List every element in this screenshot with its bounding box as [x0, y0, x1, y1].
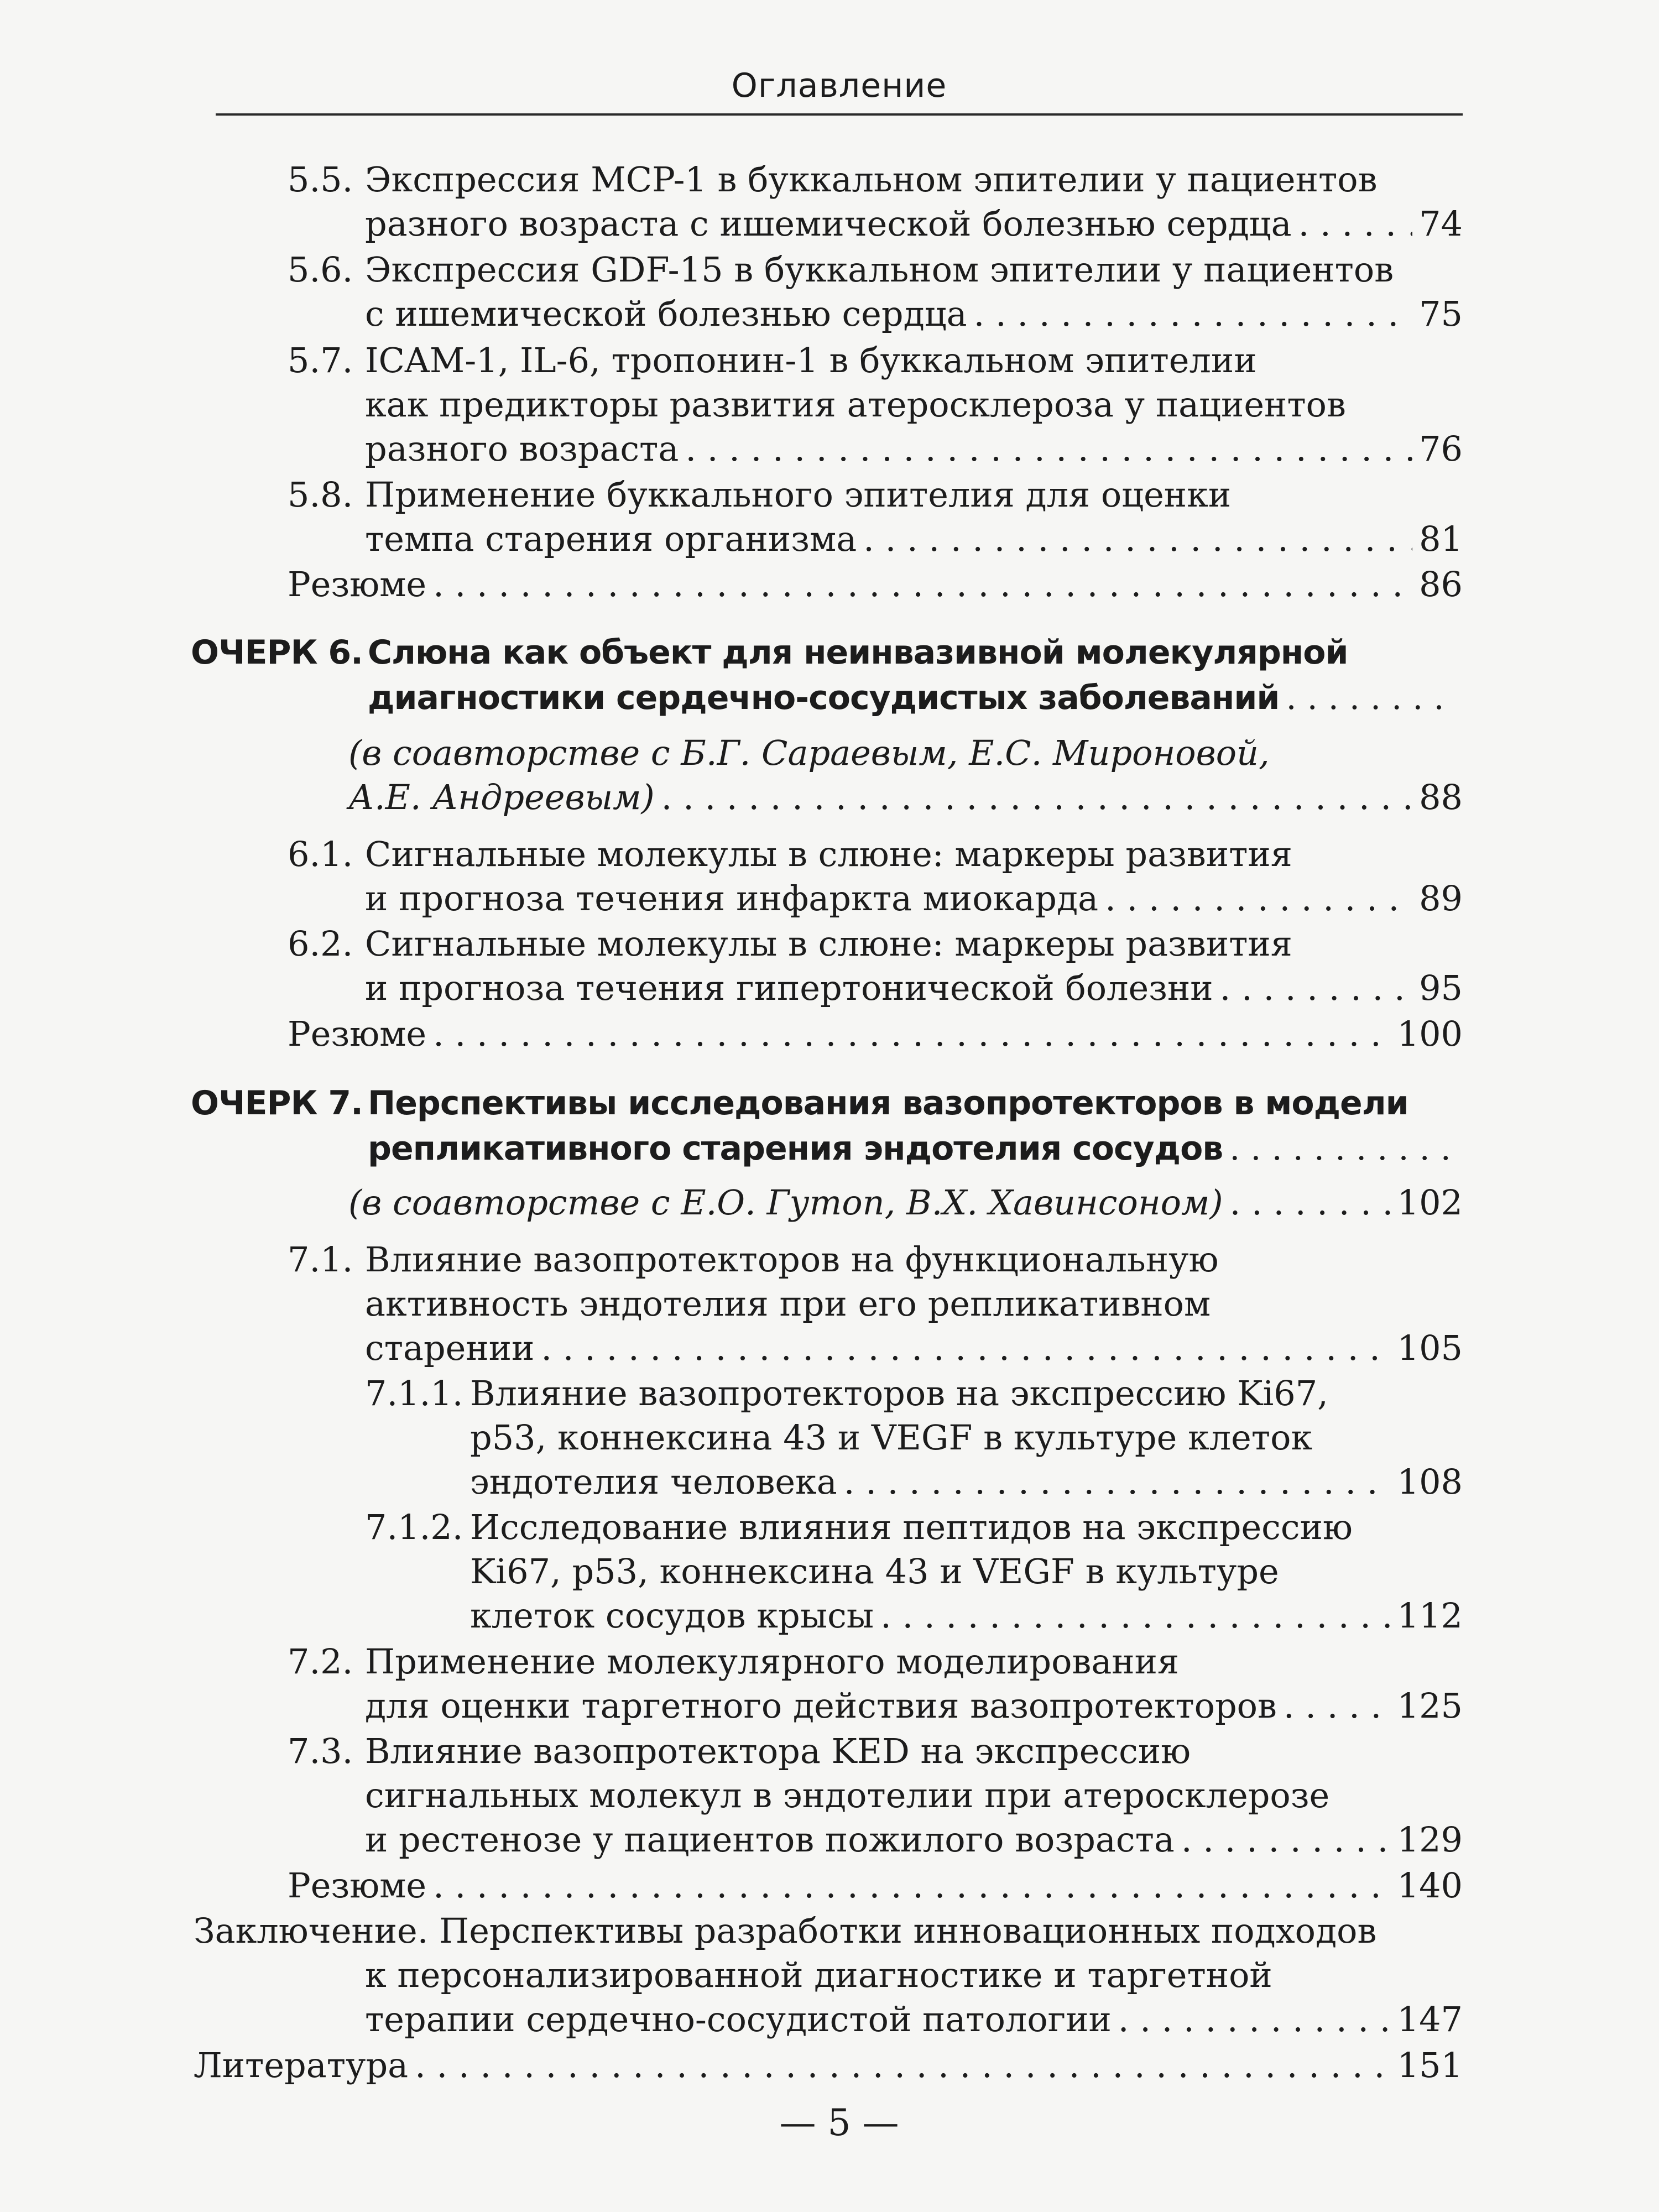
toc-entry-title: клеток сосудов крысы — [470, 1595, 874, 1636]
toc-entry-6-1-line-1[interactable] — [288, 832, 1463, 877]
essay-coauthors: (в соавторстве с Б.Г. Сараевым, Е.С. Мироновой, — [348, 733, 1270, 773]
toc-page-number: 89 — [1419, 878, 1463, 919]
toc-page-number: 74 — [1419, 204, 1463, 244]
toc-entry-number: 7.1.1. — [365, 1373, 463, 1413]
toc-entry-title: и прогноза течения инфаркта миокарда — [365, 878, 1099, 919]
toc-page-number: 86 — [1419, 564, 1463, 604]
toc-entry-title: Резюме — [288, 564, 427, 604]
toc-entry-title: p53, коннексина 43 и VEGF в культуре клеток — [470, 1417, 1313, 1458]
toc-entry-title: Применение буккального эпителия для оценки — [365, 474, 1232, 515]
toc-entry-title: активность эндотелия при его репликативном — [365, 1284, 1211, 1324]
toc-entry-title: сигнальных молекул в эндотелии при атеросклерозе — [365, 1775, 1330, 1815]
toc-entry-7-1-2-line-1[interactable] — [365, 1505, 1463, 1550]
toc-entry-title: Ki67, p53, коннексина 43 и VEGF в культуре — [470, 1551, 1279, 1592]
toc-page-number: 100 — [1397, 1014, 1463, 1054]
toc-entry-number: 5.6. — [288, 249, 353, 290]
toc-entry-number: 5.5. — [288, 159, 353, 200]
toc-entry-title: для оценки таргетного действия вазопротекторов — [365, 1686, 1277, 1726]
toc-page-number: 102 — [1397, 1182, 1463, 1223]
dot-leader — [1284, 1684, 1391, 1728]
essay-title: репликативного старения эндотелия сосудов — [368, 1129, 1223, 1168]
toc-essay-7-coauthors-1[interactable] — [348, 1181, 1463, 1225]
dot-leader — [974, 292, 1413, 336]
dot-leader — [1286, 676, 1456, 720]
essay-title: диагностики сердечно-сосудистых заболеваний — [368, 679, 1280, 717]
dot-leader — [1220, 966, 1412, 1010]
toc-page-number: 151 — [1397, 2045, 1463, 2085]
toc-page-number: 125 — [1397, 1686, 1463, 1726]
dot-leader — [863, 517, 1412, 561]
essay-title: Перспективы исследования вазопротекторов в модели — [368, 1084, 1408, 1123]
toc-entry-number: 5.8. — [288, 474, 353, 515]
toc-entry-number: 7.1.2. — [365, 1507, 463, 1547]
toc-page-number: 108 — [1397, 1462, 1463, 1502]
running-head: Оглавление — [731, 66, 947, 105]
toc-entry-title: Сигнальные молекулы в слюне: маркеры развития — [365, 834, 1292, 874]
toc-entry-summary-6[interactable] — [288, 1012, 1463, 1056]
dot-leader — [1229, 1126, 1456, 1171]
dot-leader — [433, 562, 1412, 607]
essay-label: ОЧЕРК 6. — [191, 633, 363, 672]
toc-page-number: 112 — [1397, 1595, 1463, 1636]
toc-essay-7-line-1[interactable] — [191, 1081, 1463, 1125]
toc-page-number: 147 — [1397, 1999, 1463, 2039]
toc-entry-5-6-line-1[interactable] — [288, 248, 1463, 292]
toc-essay-6-line-1[interactable] — [191, 630, 1463, 675]
toc-entry-title: Влияние вазопротектора KED на экспрессию — [365, 1731, 1191, 1771]
toc-entry-title: и прогноза течения гипертонической болезни — [365, 968, 1213, 1008]
toc-entry-title: Резюме — [288, 1865, 427, 1906]
toc-entry-6-2-line-1[interactable] — [288, 922, 1463, 966]
toc-essay-7-line-2[interactable] — [368, 1126, 1463, 1171]
toc-entry-5-8-line-1[interactable] — [288, 473, 1463, 517]
toc-page-number: 140 — [1397, 1865, 1463, 1906]
toc-entry-7-1-1-line-3[interactable] — [470, 1460, 1463, 1504]
toc-entry-5-7-line-2[interactable] — [365, 383, 1463, 427]
toc-essay-6-coauthors-1 — [348, 731, 1463, 775]
toc-entry-6-2-line-2[interactable] — [365, 966, 1463, 1010]
toc-entry-7-1-2-line-2[interactable] — [470, 1550, 1463, 1594]
toc-entry-title: ICAM-1, IL-6, тропонин-1 в буккальном эпителии — [365, 340, 1257, 380]
toc-entry-title: Сигнальные молекулы в слюне: маркеры развития — [365, 924, 1292, 964]
dot-leader — [415, 2043, 1391, 2088]
dot-leader — [1105, 877, 1412, 921]
toc-page-number: 75 — [1419, 294, 1463, 334]
dot-leader — [880, 1594, 1391, 1638]
dot-leader — [1118, 1997, 1391, 2042]
toc-entry-title: с ишемической болезнью сердца — [365, 294, 967, 334]
toc-entry-title: разного возраста — [365, 429, 679, 469]
toc-entry-title: к персонализированной диагностике и таргетной — [365, 1955, 1272, 1995]
dot-leader — [541, 1326, 1390, 1370]
toc-entry-7-3-line-3[interactable] — [365, 1818, 1463, 1862]
toc-entry-5-7-line-3[interactable] — [365, 427, 1463, 471]
toc-entry-7-1-1-line-2[interactable] — [470, 1416, 1463, 1460]
toc-entry-conclusion-line-3[interactable] — [365, 1997, 1463, 2042]
dot-leader — [685, 427, 1412, 471]
dot-leader — [433, 1864, 1391, 1908]
toc-entry-7-1-line-3[interactable] — [365, 1326, 1463, 1370]
toc-entry-7-1-line-2[interactable] — [365, 1282, 1463, 1326]
toc-essay-6-line-2[interactable] — [368, 676, 1463, 720]
toc-page-number: 95 — [1419, 968, 1463, 1008]
toc-page-number: 105 — [1397, 1328, 1463, 1368]
dot-leader — [1230, 1181, 1391, 1225]
toc-essay-6-coauthors-2[interactable] — [348, 775, 1463, 820]
toc-entry-title: терапии сердечно-сосудистой патологии — [365, 1999, 1112, 2039]
toc-entry-title: эндотелия человека — [470, 1462, 837, 1502]
dot-leader — [1181, 1818, 1391, 1862]
toc-entry-title: Применение молекулярного моделирования — [365, 1641, 1180, 1682]
essay-label: ОЧЕРК 7. — [191, 1084, 363, 1123]
toc-entry-title: Экспрессия MCP-1 в буккальном эпителии у пациентов — [365, 159, 1378, 200]
toc-entry-title: как предикторы развития атеросклероза у пациентов — [365, 384, 1346, 425]
toc-page-number: 129 — [1397, 1819, 1463, 1860]
toc-entry-7-1-2-line-3[interactable] — [470, 1594, 1463, 1638]
page-number-folio: — 5 — — [779, 2101, 899, 2144]
toc-entry-number: 7.3. — [288, 1731, 353, 1771]
toc-entry-title: Заключение. Перспективы разработки инновационных подходов — [194, 1911, 1377, 1951]
toc-entry-7-3-line-1[interactable] — [288, 1729, 1463, 1773]
toc-entry-summary-5[interactable] — [288, 562, 1463, 607]
toc-entry-number: 6.1. — [288, 834, 353, 874]
toc-page-number: 81 — [1419, 519, 1463, 559]
essay-title: Слюна как объект для неинвазивной молекулярной — [368, 633, 1348, 672]
toc-entry-7-2-line-1[interactable] — [288, 1640, 1463, 1684]
toc-entry-6-1-line-2[interactable] — [365, 877, 1463, 921]
dot-leader — [1298, 202, 1412, 246]
toc-entry-title: Резюме — [288, 1014, 427, 1054]
toc-entry-summary-7[interactable] — [288, 1864, 1463, 1908]
toc-entry-7-2-line-2[interactable] — [365, 1684, 1463, 1728]
toc-entry-number: 5.7. — [288, 340, 353, 380]
toc-entry-title: Экспрессия GDF-15 в буккальном эпителии у пациентов — [365, 249, 1394, 290]
toc-entry-conclusion-line-1[interactable] — [194, 1909, 1463, 1953]
toc-entry-title: старении — [365, 1328, 535, 1368]
toc-entry-title: Влияние вазопротекторов на экспрессию Ki67, — [470, 1373, 1328, 1413]
toc-entry-title: Влияние вазопротекторов на функциональную — [365, 1239, 1219, 1280]
toc-entry-title: Исследование влияния пептидов на экспрессию — [470, 1507, 1353, 1547]
toc-entry-title: темпа старения организма — [365, 519, 857, 559]
dot-leader — [661, 775, 1412, 820]
toc-entry-title: Литература — [194, 2045, 409, 2085]
toc-entry-5-7-line-1[interactable] — [288, 338, 1463, 383]
toc-page-number: 88 — [1419, 777, 1463, 817]
toc-entry-number: 7.2. — [288, 1641, 353, 1682]
toc-entry-number: 7.1. — [288, 1239, 353, 1280]
toc-entry-7-3-line-2[interactable] — [365, 1773, 1463, 1818]
toc-entry-5-5-line-1[interactable] — [288, 158, 1463, 202]
toc-entry-title: и рестенозе у пациентов пожилого возраста — [365, 1819, 1175, 1860]
toc-entry-5-8-line-2[interactable] — [365, 517, 1463, 561]
toc-entry-references[interactable] — [194, 2043, 1463, 2088]
toc-entry-7-1-line-1[interactable] — [288, 1238, 1463, 1282]
dot-leader — [433, 1012, 1391, 1056]
toc-entry-conclusion-line-2[interactable] — [365, 1953, 1463, 1997]
toc-entry-5-6-line-2[interactable] — [365, 292, 1463, 336]
essay-coauthors: (в соавторстве с Е.О. Гутоп, В.Х. Хавинсоном) — [348, 1182, 1223, 1223]
dot-leader — [844, 1460, 1391, 1504]
toc-entry-5-5-line-2[interactable] — [365, 202, 1463, 246]
toc-entry-7-1-1-line-1[interactable] — [365, 1371, 1463, 1416]
toc-page-number: 76 — [1419, 429, 1463, 469]
toc-entry-number: 6.2. — [288, 924, 353, 964]
essay-coauthors: А.Е. Андреевым) — [348, 777, 655, 817]
toc-entry-title: разного возраста с ишемической болезнью сердца — [365, 204, 1292, 244]
